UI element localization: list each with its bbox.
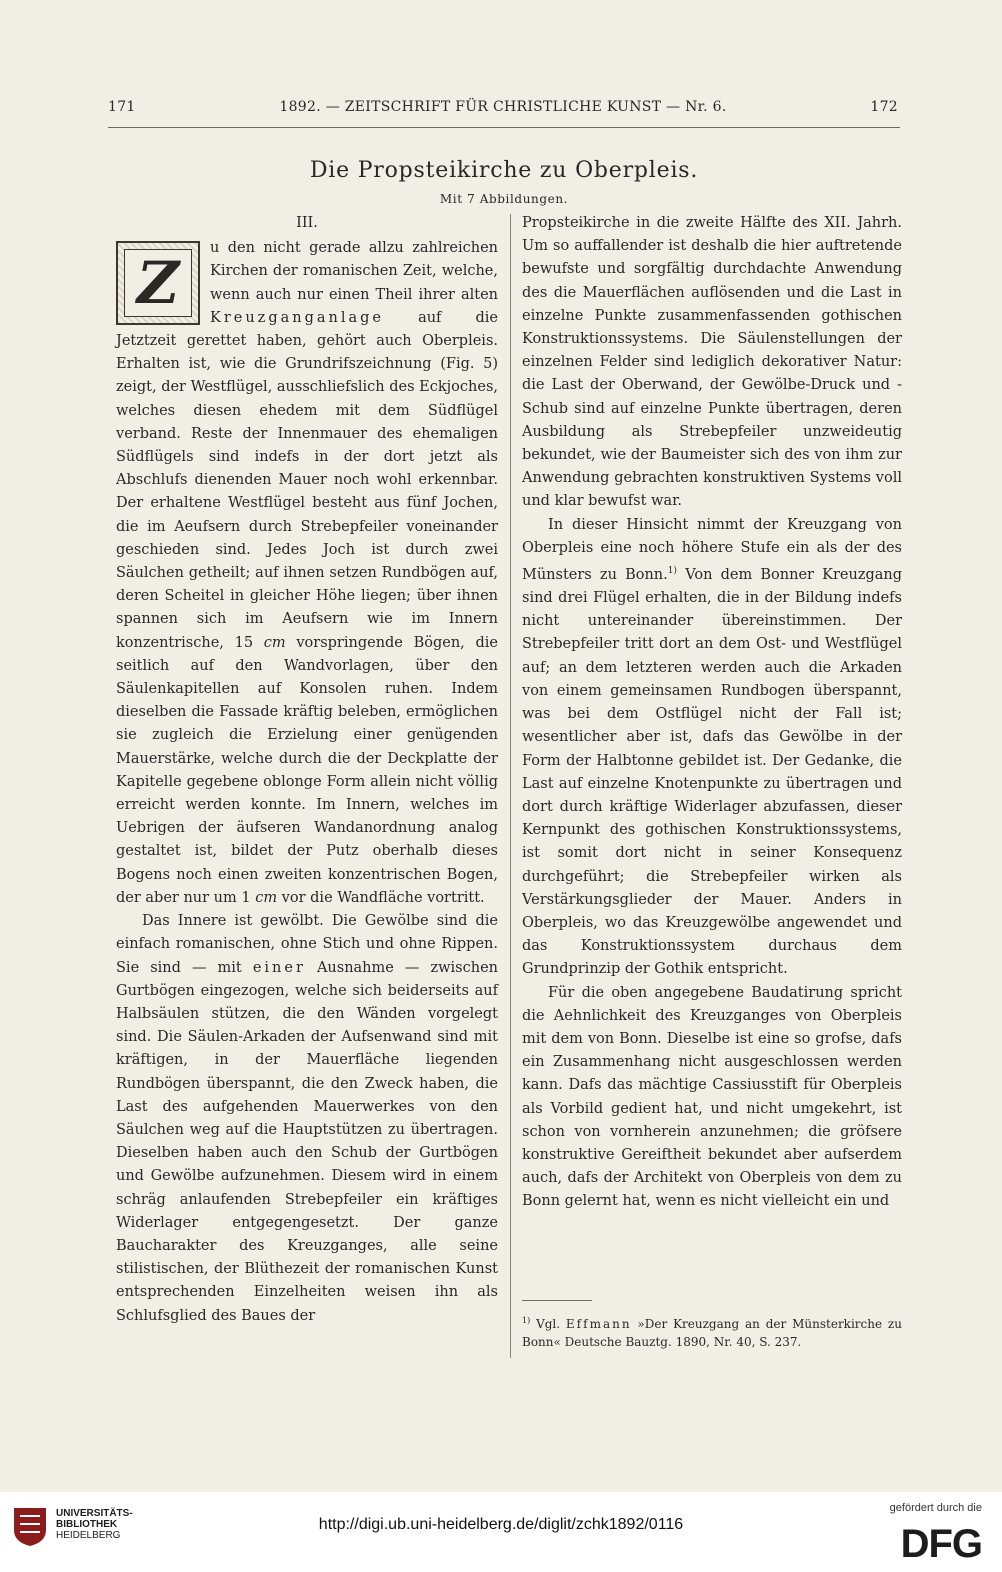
text-run: »Der Kreuzgang an der Münsterkirche zu Bonn« Deutsche Bauztg. 1890, Nr. 40, S. 237. (522, 1317, 902, 1349)
text-run: vorspringende Bögen, die seitlich auf den Wandvorlagen, über den Säulenkapitellen auf Konsolen ruhen. Indem dieselben die Fassade kräftig beleben, ermöglichen sie zugleich die Erzielung einer genügenden Mauerstärke, welche durch die der Deckplatte der Kapitelle gegebene oblonge Form allein nicht völlig erreicht werden konnte. Im Innern, welches im Uebrigen der äufseren Wandanordnung analog gestaltet ist, bildet der Putz oberhalb dieses Bogens noch einen zweiten konzentrischen Bogen, der aber nur um 1 (116, 634, 498, 906)
paragraph (522, 514, 902, 982)
page-number-right: 172 (870, 99, 898, 115)
text-run: auf die Jetztzeit gerettet haben, gehört auch Oberpleis. Erhalten ist, wie die Grundrifszeichnung (Fig. 5) zeigt, der Westflügel, ausschliefslich des Eckjoches, welches diesen ehedem mit dem Südflügel verband. Reste der Innenmauer des ehemaligen Südflügels sind indefs in der dort jetzt als Abschlufs dienenden Mauer noch wohl erkennbar. Der erhaltene Westflügel besteht aus fünf Jochen, die im Aeufsern durch Strebepfeiler voneinander geschieden sind. Jedes Joch ist durch zwei Säulchen getheilt; auf ihnen setzen Rundbögen auf, deren Scheitel in gleicher Höhe liegen; über ihnen spannen sich im Aeufsern wie im Innern konzentrische, 15 (116, 309, 498, 651)
running-header (108, 99, 898, 123)
paragraph: Propsteikirche in die zweite Hälfte des XII. Jahrh. Um so auffallender ist deshalb die hier auftretende bewufste und sorgfältig durchdachte Anwendung des die Mauerflächen auflösenden und die Last in einzelne Punkte zusammenfassenden gothischen Konstruktionssystems. Die Säulenstellungen der einzelnen Felder sind lediglich dekorativer Natur: die Last der Oberwand, der Gewölbe-Druck und -Schub sind auf einzelne Punkte übertragen, deren Ausbildung als Strebepfeiler unzweideutig bekundet, wie der Baumeister sich des von ihm zur Anwendung gebrachten konstruktiven Systems voll und klar bewufst war. (522, 215, 902, 510)
emphasis-text: Kreuzganganlage (210, 309, 384, 326)
digitization-footer (0, 1492, 1002, 1572)
author-name: Effmann (565, 1317, 632, 1331)
emphasis-text: einer (252, 959, 306, 976)
paragraph (116, 237, 498, 910)
text-run: In dieser Hinsicht nimmt der Kreuzgang von Oberpleis eine noch höhere Stufe ein als der des Münsters zu Bonn. (522, 516, 902, 583)
right-column (522, 212, 902, 1214)
dfg-logo: DFG (900, 1522, 982, 1566)
footnote-reference: 1) (667, 566, 678, 577)
footnote-rule (522, 1300, 592, 1301)
header-rule (108, 127, 900, 128)
unit-text: cm (263, 634, 286, 651)
dropcap-letter: Z (124, 249, 192, 317)
section-number: III. (296, 215, 318, 231)
library-name-line: UNIVERSITÄTS- (56, 1508, 133, 1519)
article-title: Die Propsteikirche zu Oberpleis. (309, 158, 699, 183)
text-run: Von dem Bonner Kreuzgang sind drei Flügel erhalten, die in der Bildung indefs nicht untereinander übereinstimmen. Der Strebepfeiler tritt dort an dem Ost- und Westflügel auf; an dem letzteren werden auch die Arkaden von einem gemeinsamen Rundbogen überspannt, was bei dem Ostflügel nicht der Fall ist; wesentlicher aber ist, dafs das Gewölbe in der Form der Halbtonne gebildet ist. Der Gedanke, die Last auf einzelne Knotenpunkte zu übertragen und dort durch kräftige Widerlager abzufassen, dieser Kernpunkt des gothischen Konstruktionssystems, ist somit dort nicht in seiner Konsequenz durchgeführt; die Strebepfeiler wirken als Verstärkungsglieder der Mauer. Anders in Oberpleis, wo das Kreuzgewölbe angewendet und das Konstruktionssystem durchaus dem Grundprinzip der Gothik entspricht. (522, 566, 902, 978)
unit-text: cm (255, 889, 278, 906)
library-name-line: BIBLIOTHEK (56, 1519, 118, 1530)
text-run: Das Innere ist gewölbt. Die Gewölbe sind die einfach romanischen, ohne Stich und ohne Rippen. Sie sind — mit (116, 913, 498, 976)
left-column (116, 212, 498, 1328)
page-number-left: 171 (108, 99, 136, 115)
paragraph (116, 910, 498, 1328)
text-run: vor die Wandfläche vortritt. (277, 889, 485, 906)
text-run: Vgl. (530, 1317, 566, 1331)
permalink-url[interactable]: http://digi.ub.uni-heidelberg.de/diglit/zchk1892/0116 (318, 1516, 684, 1533)
footnote-mark: 1) (522, 1316, 531, 1325)
sponsor-text: gefördert durch die (889, 1502, 982, 1514)
library-name-line: HEIDELBERG (56, 1530, 121, 1541)
column-divider (510, 214, 511, 1358)
paragraph: Für die oben angegebene Baudatirung spricht die Aehnlichkeit des Kreuzganges von Oberpleis mit dem von Bonn. Dieselbe ist eine so grofse, dafs ein Zusammenhang nicht ausgeschlossen werden kann. Dafs das mächtige Cassiusstift für Oberpleis als Vorbild gedient hat, und nicht umgekehrt, ist schon von vornherein anzunehmen; die gröfsere konstruktive Gereiftheit bekundet aber aufserdem auch, dafs der Architekt von Oberpleis von dem zu Bonn gelernt hat, wenn es nicht vielleicht ein und (522, 984, 902, 1210)
text-run: Ausnahme — zwischen Gurtbögen eingezogen, welche sich beiderseits auf Halbsäulen stützen, die den Wänden vorgelegt sind. Die Säulen-Arkaden der Aufsenwand sind mit kräftigen, in der Mauerfläche liegenden Rundbögen überspannt, die den Zweck haben, die Last des aufgehenden Mauerwerkes von den Säulchen weg auf die Hauptstützen zu übertragen. Dieselben haben auch den Schub der Gurtbögen und Gewölbe aufzunehmen. Diesem wird in einem schräg anlaufenden Strebepfeiler ein kräftiges Widerlager entgegengesetzt. Der ganze Baucharakter des Kreuzganges, alle seine stilistischen, der Blüthezeit der romanischen Kunst entsprechenden Einzelheiten weisen ihn als Schlufsglied des Baues der (116, 959, 498, 1324)
footnote (522, 1312, 902, 1351)
article-subtitle: Mit 7 Abbildungen. (439, 192, 569, 206)
text-run: u den nicht gerade allzu zahlreichen Kirchen der romanischen Zeit, welche, wenn auch nur einen Theil ihrer alten (210, 240, 498, 303)
journal-header: 1892. — ZEITSCHRIFT FÜR CHRISTLICHE KUNST — Nr. 6. (279, 99, 727, 115)
decorated-initial-icon (116, 241, 200, 325)
